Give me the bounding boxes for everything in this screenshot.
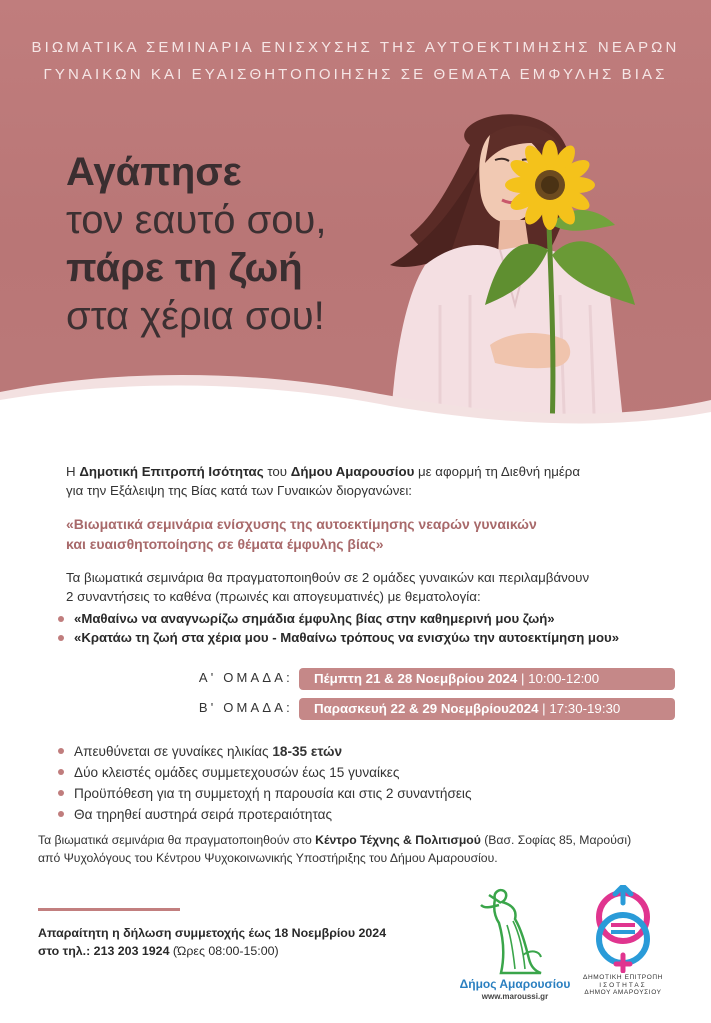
municipality-logo xyxy=(455,885,575,1005)
slogan-line-4: στα χέρια σου! xyxy=(66,294,325,338)
conditions-list xyxy=(58,741,472,825)
condition-item xyxy=(58,783,472,804)
intro-text: με αφορμή τη Διεθνή ημέρα xyxy=(414,464,581,479)
bullet-icon xyxy=(58,811,64,817)
group-b-dates: Παρασκευή 22 & 29 Νοεμβρίου2024 xyxy=(314,701,539,716)
venue-line-2: από Ψυχολόγους του Κέντρου Ψυχοκοινωνικής Υποστήριξης του Δήμου Αμαρουσίου. xyxy=(38,851,498,865)
slogan-line-3: πάρε τη ζωή xyxy=(66,246,303,290)
venue-address: (Βασ. Σοφίας 85, Μαρούσι) xyxy=(480,833,632,847)
group-a-time: | 10:00-12:00 xyxy=(517,671,600,686)
committee-line-1: ΔΗΜΟΤΙΚΗ ΕΠΙΤΡΟΠΗ xyxy=(583,974,663,981)
header-title xyxy=(0,34,711,88)
committee-line-3: ΔΗΜΟΥ ΑΜΑΡΟΥΣΙΟΥ xyxy=(584,989,662,996)
registration-info xyxy=(38,924,386,960)
slogan-line-2: τον εαυτό σου, xyxy=(66,198,327,242)
group-a-row xyxy=(0,668,711,690)
condition-item xyxy=(58,804,472,825)
intro-text: Η xyxy=(66,464,80,479)
topic-text: «Κρατάω τη ζωή στα χέρια μου - Μαθαίνω τρόπους να ενισχύω την αυτοεκτίμηση μου» xyxy=(74,630,620,645)
bullet-icon xyxy=(58,748,64,754)
bullet-icon xyxy=(58,635,64,641)
topic-text: «Μαθαίνω να αναγνωρίζω σημάδια έμφυλης βίας στην καθημερινή μου ζωή» xyxy=(74,611,555,626)
group-b-row xyxy=(0,698,711,720)
municipality-name: Δήμος Αμαρουσίου xyxy=(459,977,571,991)
condition-item xyxy=(58,762,472,783)
topic-item xyxy=(58,628,619,647)
registration-hours: (Ώρες 08:00-15:00) xyxy=(169,944,279,958)
sessions-line-1: Τα βιωματικά σεμινάρια θα πραγματοποιηθούν σε 2 ομάδες γυναικών και περιλαμβάνουν xyxy=(66,570,590,585)
gender-equality-icon xyxy=(583,885,663,973)
header-line-2: ΓΥΝΑΙΚΩΝ ΚΑΙ ΕΥΑΙΣΘΗΤΟΠΟΙΗΣΗΣ ΣΕ ΘΕΜΑΤΑ ΕΜΦΥΛΗΣ ΒΙΑΣ xyxy=(43,66,668,83)
condition-item xyxy=(58,741,472,762)
condition-text: Προϋπόθεση για τη συμμετοχή η παρουσία και στις 2 συναντήσεις xyxy=(74,786,472,801)
sessions-description xyxy=(66,568,676,606)
seminar-title-line-1: «Βιωματικά σεμινάρια ενίσχυσης της αυτοεκτίμησης νεαρών γυναικών xyxy=(66,516,537,532)
group-b-time: | 17:30-19:30 xyxy=(538,701,621,716)
bullet-icon xyxy=(58,769,64,775)
condition-age: 18-35 ετών xyxy=(272,744,343,759)
seminar-title xyxy=(66,514,666,554)
municipality-figure-icon xyxy=(455,885,575,977)
venue-place: Κέντρο Τέχνης & Πολιτισμού xyxy=(315,833,481,847)
slogan-line-1: Αγάπησε xyxy=(66,150,242,194)
condition-text: Δύο κλειστές ομάδες συμμετεχουσών έως 15 γυναίκες xyxy=(74,765,400,780)
group-a-label: Α' ΟΜΑΔΑ: xyxy=(198,670,293,685)
registration-deadline: Απαραίτητη η δήλωση συμμετοχής έως 18 Νοεμβρίου 2024 xyxy=(38,926,387,940)
equality-committee-caption xyxy=(573,974,673,997)
wave-divider xyxy=(0,360,711,460)
equality-committee-logo xyxy=(583,885,663,1005)
municipality-url[interactable]: www.maroussi.gr xyxy=(481,992,549,1001)
committee-line-2: ΙΣΟΤΗΤΑΣ xyxy=(599,981,647,989)
group-b-schedule xyxy=(299,698,675,720)
condition-text: Θα τηρηθεί αυστηρά σειρά προτεραιότητας xyxy=(74,807,333,822)
sessions-line-2: 2 συναντήσεις το καθένα (πρωινές και απογευματινές) με θεματολογία: xyxy=(66,589,481,604)
group-a-dates: Πέμπτη 21 & 28 Νοεμβρίου 2024 xyxy=(314,671,518,686)
group-b-label: Β' ΟΜΑΔΑ: xyxy=(198,700,293,715)
topic-item xyxy=(58,609,619,628)
intro-line-2: για την Εξάλειψη της Βίας κατά των Γυναικών διοργανώνει: xyxy=(66,483,412,498)
condition-text: Απευθύνεται σε γυναίκες ηλικίας xyxy=(74,744,273,759)
group-a-schedule xyxy=(299,668,675,690)
topics-list xyxy=(58,609,619,647)
venue-text: Τα βιωματικά σεμινάρια θα πραγματοποιηθούν στο xyxy=(38,833,316,847)
intro-org: Δημοτική Επιτροπή Ισότητας xyxy=(79,464,264,479)
bullet-icon xyxy=(58,616,64,622)
divider xyxy=(38,908,180,911)
bullet-icon xyxy=(58,790,64,796)
slogan xyxy=(66,148,327,340)
intro-municipality: Δήμου Αμαρουσίου xyxy=(290,464,415,479)
intro-text: του xyxy=(263,464,291,479)
seminar-title-line-2: και ευαισθητοποίησης σε θέματα έμφυλης βίας» xyxy=(66,536,384,552)
header-line-1: ΒΙΩΜΑΤΙΚΑ ΣΕΜΙΝΑΡΙΑ ΕΝΙΣΧΥΣΗΣ ΤΗΣ ΑΥΤΟΕΚΤΙΜΗΣΗΣ ΝΕΑΡΩΝ xyxy=(31,39,680,56)
venue-paragraph xyxy=(38,831,688,867)
registration-phone[interactable]: στο τηλ.: 213 203 1924 xyxy=(38,944,170,958)
intro-paragraph xyxy=(66,462,666,500)
